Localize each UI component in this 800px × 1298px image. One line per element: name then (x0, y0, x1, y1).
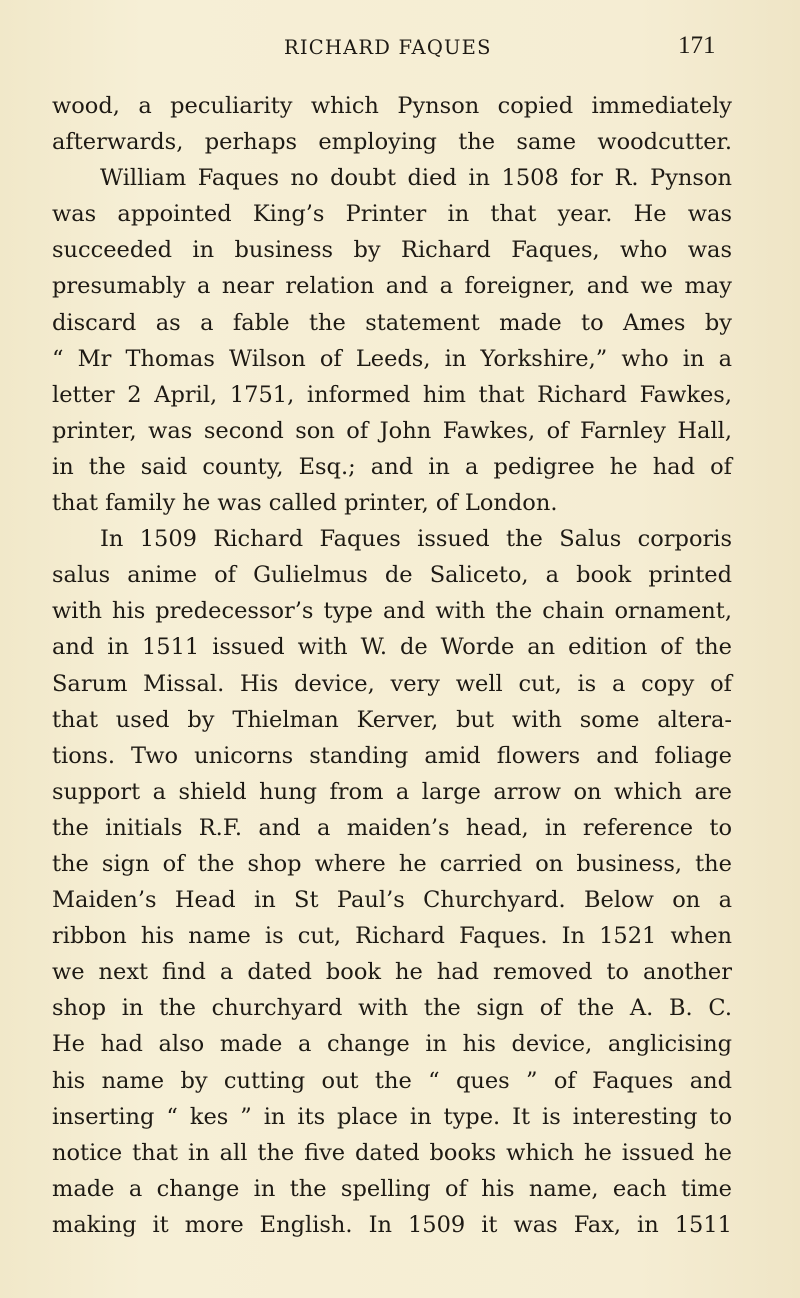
text-line: in the said county, Esq.; and in a pedigree he had of (52, 453, 732, 480)
text-line: shop in the churchyard with the sign of the A. B. C. (52, 995, 732, 1022)
text-line: made a change in the spelling of his name, each time (52, 1175, 732, 1202)
text-line: Maiden’s Head in St Paul’s Churchyard. Below on a (52, 887, 732, 914)
body-text (52, 88, 732, 1243)
text-line: and in 1511 issued with W. de Worde an edition of the (52, 634, 732, 661)
text-line: succeeded in business by Richard Faques, who was (52, 237, 732, 264)
text-line: making it more English. In 1509 it was Fax, in 1511 (52, 1211, 732, 1238)
text-line: was appointed King’s Printer in that year. He was (52, 201, 732, 228)
text-line: inserting “ kes ” in its place in type. It is interesting to (52, 1103, 732, 1130)
text-line: that used by Thielman Kerver, but with some altera- (52, 706, 732, 733)
text-line: In 1509 Richard Faques issued the Salus corporis (100, 526, 732, 553)
text-line: William Faques no doubt died in 1508 for R. Pynson (100, 165, 732, 192)
running-head: RICHARD FAQUES (284, 36, 492, 59)
text-line: discard as a fable the statement made to Ames by (52, 309, 732, 336)
text-line: presumably a near relation and a foreigner, and we may (52, 273, 732, 300)
text-line: Sarum Missal. His device, very well cut, is a copy of (52, 670, 732, 697)
text-line: notice that in all the five dated books which he issued he (52, 1139, 732, 1166)
text-line: we next find a dated book he had removed to another (52, 959, 732, 986)
page-number: 171 (678, 32, 716, 59)
text-line: printer, was second son of John Fawkes, of Farnley Hall, (52, 417, 732, 444)
text-line: the initials R.F. and a maiden’s head, in reference to (52, 814, 732, 841)
page-header (0, 30, 800, 70)
text-line: with his predecessor’s type and with the chain ornament, (52, 598, 732, 625)
text-line: “ Mr Thomas Wilson of Leeds, in Yorkshire,” who in a (52, 345, 732, 372)
text-line: letter 2 April, 1751, informed him that Richard Fawkes, (52, 381, 732, 408)
text-line: He had also made a change in his device, anglicising (52, 1031, 732, 1058)
text-line: tions. Two unicorns standing amid flowers and foliage (52, 742, 732, 769)
text-line: wood, a peculiarity which Pynson copied immediately (52, 93, 732, 119)
text-line: support a shield hung from a large arrow on which are (52, 778, 732, 805)
text-line: afterwards, perhaps employing the same woodcutter. (52, 129, 732, 156)
text-line: ribbon his name is cut, Richard Faques. In 1521 when (52, 923, 732, 950)
text-line: salus anime of Gulielmus de Saliceto, a book printed (52, 562, 732, 589)
text-line: that family he was called printer, of London. (52, 490, 558, 517)
text-line: the sign of the shop where he carried on business, the (52, 850, 732, 877)
text-line: his name by cutting out the “ ques ” of Faques and (52, 1067, 732, 1094)
